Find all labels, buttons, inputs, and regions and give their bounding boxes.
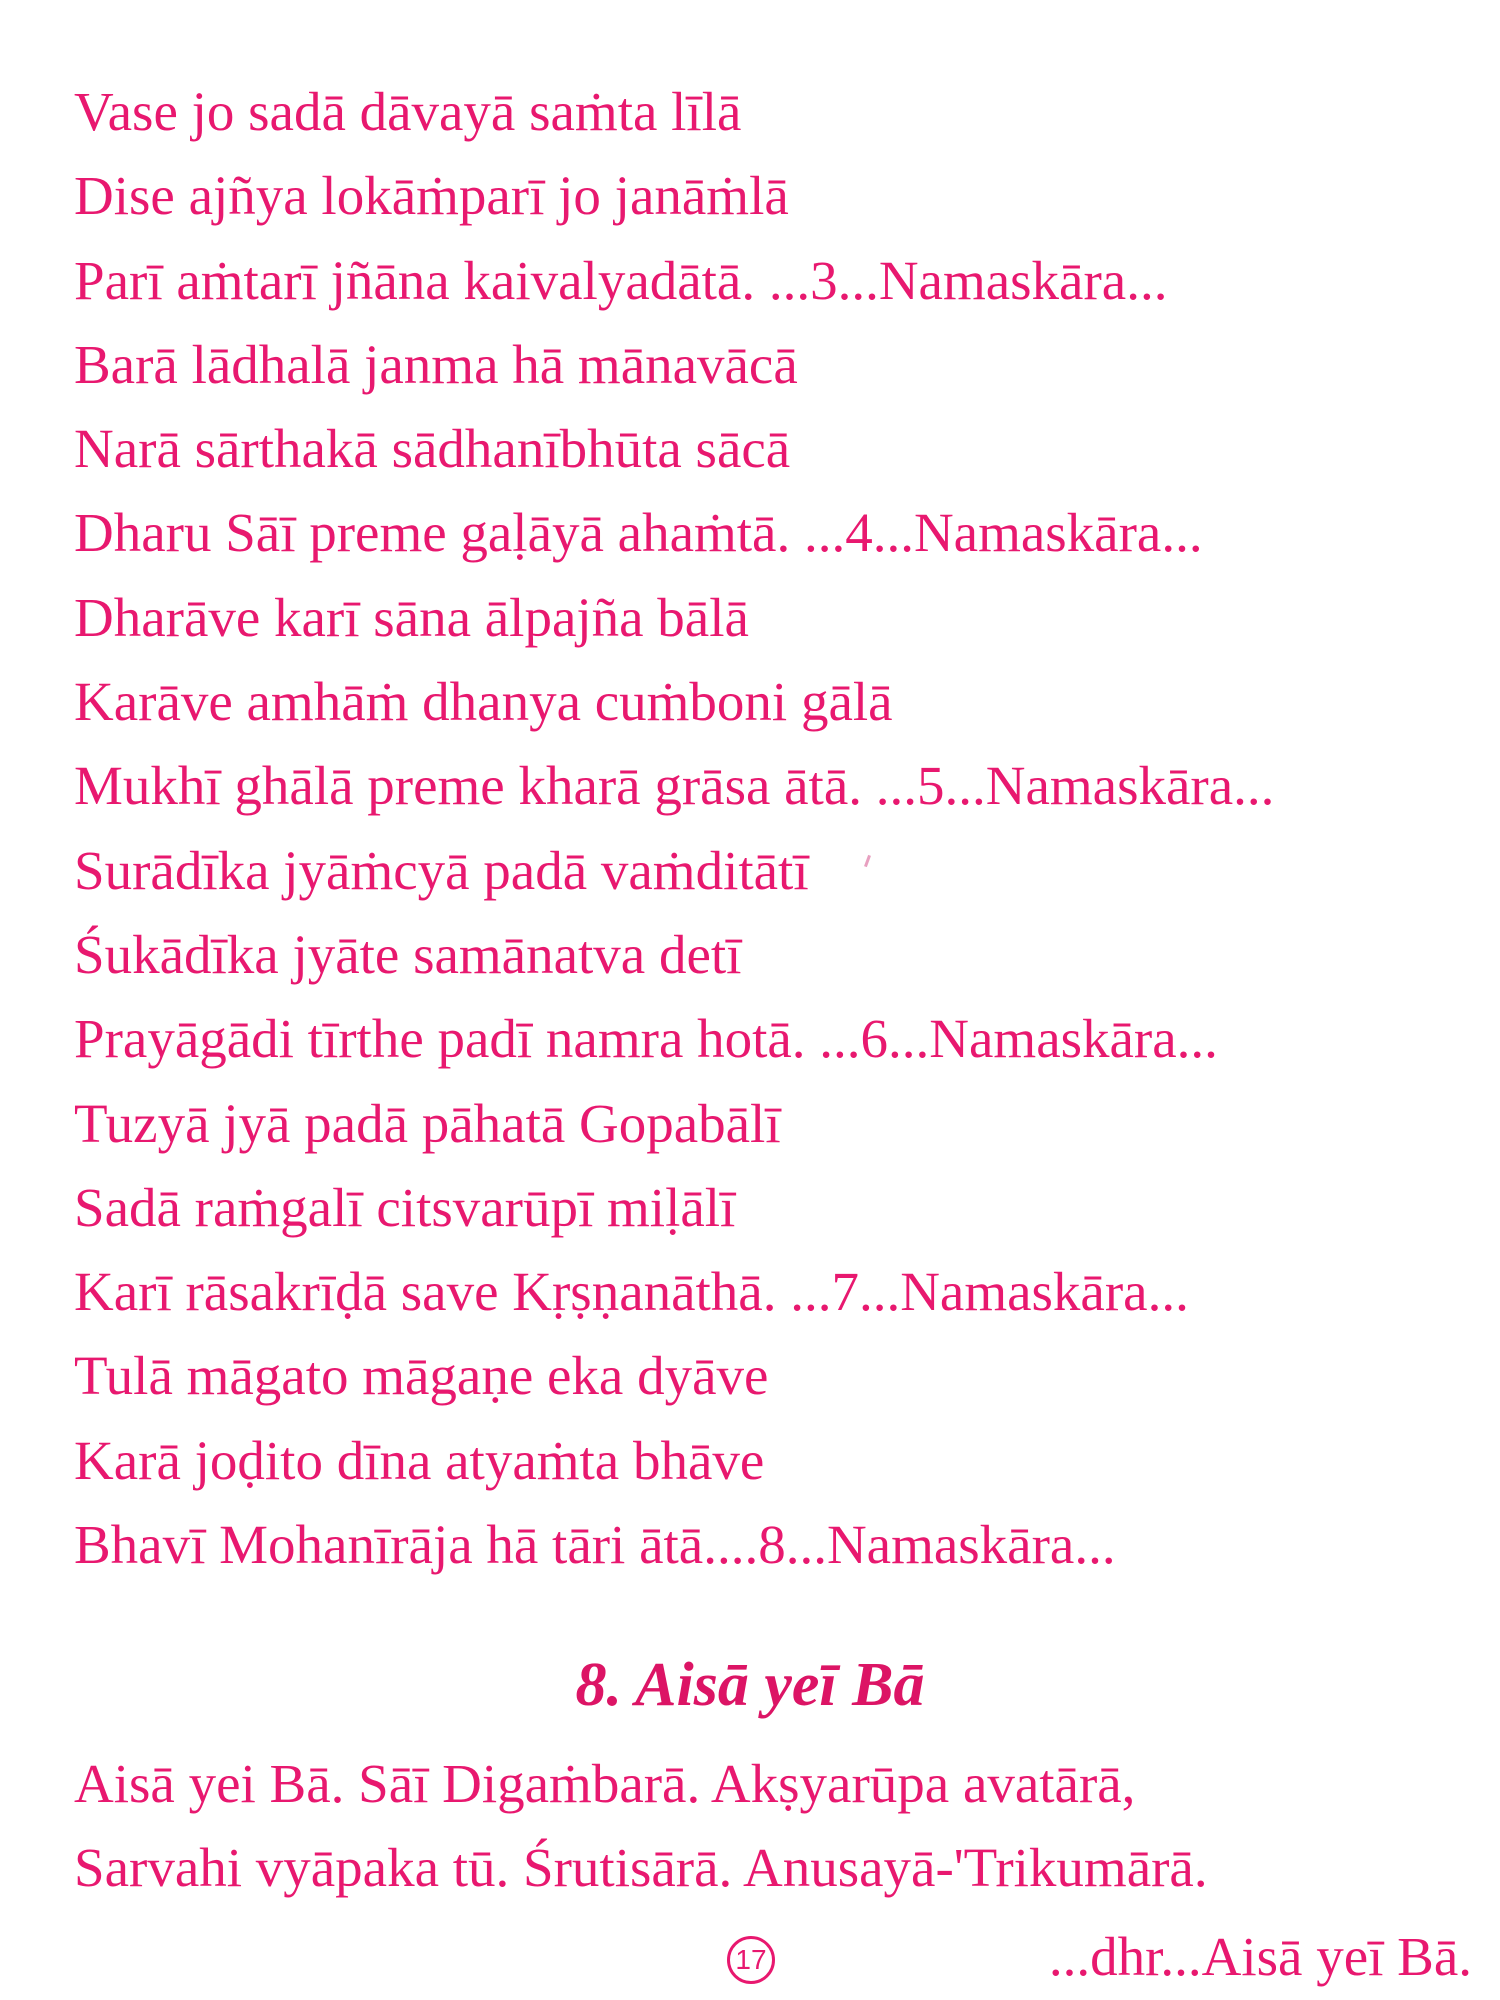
verse-line: Prayāgādi tīrthe padī namra hotā. ...6...Namaskāra... — [74, 1008, 1218, 1070]
verse-block — [74, 70, 1474, 1587]
verse-line: Sadā raṁgalī citsvarūpī miḷālī — [74, 1176, 736, 1238]
section-line: Aisā yei Bā. Sāī Digaṁbarā. Akṣyarūpa avatārā, — [74, 1753, 1136, 1814]
page-number: 17 — [727, 1936, 775, 1984]
verse-line: Dharāve karī sāna ālpajña bālā — [74, 586, 749, 648]
verse-line: Surādīka jyāṁcyā padā vaṁditātī — [74, 839, 809, 901]
verse-line: Barā lādhalā janma hā mānavācā — [74, 333, 798, 395]
verse-line: Parī aṁtarī jñāna kaivalyadātā. ...3...Namaskāra... — [74, 249, 1168, 311]
section-body — [74, 1742, 1474, 1910]
verse-line: Dise ajñya lokāṁparī jo janāṁlā — [74, 165, 789, 227]
refrain-line: ...dhr...Aisā yeī Bā. — [1048, 1926, 1472, 1987]
verse-line: Karī rāsakrīḍā save Kṛṣṇanāthā. ...7...Namaskāra... — [74, 1261, 1189, 1323]
section-title: 8. Aisā yeī Bā — [575, 1651, 925, 1719]
verse-line: Karāve amhāṁ dhanya cuṁboni gālā — [74, 671, 893, 733]
verse-line: Vase jo sadā dāvayā saṁta līlā — [74, 81, 742, 142]
verse-line: Mukhī ghālā preme kharā grāsa ātā. ...5...Namaskāra... — [74, 755, 1275, 817]
verse-line: Narā sārthakā sādhanībhūta sācā — [74, 418, 791, 480]
verse-line: Tuzyā jyā padā pāhatā Gopabālī — [74, 1092, 781, 1154]
section-line: Sarvahi vyāpaka tū. Śrutisārā. Anusayā-'Trikumārā. — [74, 1837, 1208, 1898]
verse-line: Bhavī Mohanīrāja hā tāri ātā....8...Namaskāra... — [74, 1514, 1116, 1576]
verse-line: Karā joḍito dīna atyaṁta bhāve — [74, 1429, 765, 1491]
verse-line: Śukādīka jyāte samānatva detī — [74, 923, 742, 985]
verse-line: Tulā māgato māgaṇe eka dyāve — [74, 1345, 769, 1407]
verse-line: Dharu Sāī preme gaḷāyā ahaṁtā. ...4...Namaskāra... — [74, 502, 1203, 564]
